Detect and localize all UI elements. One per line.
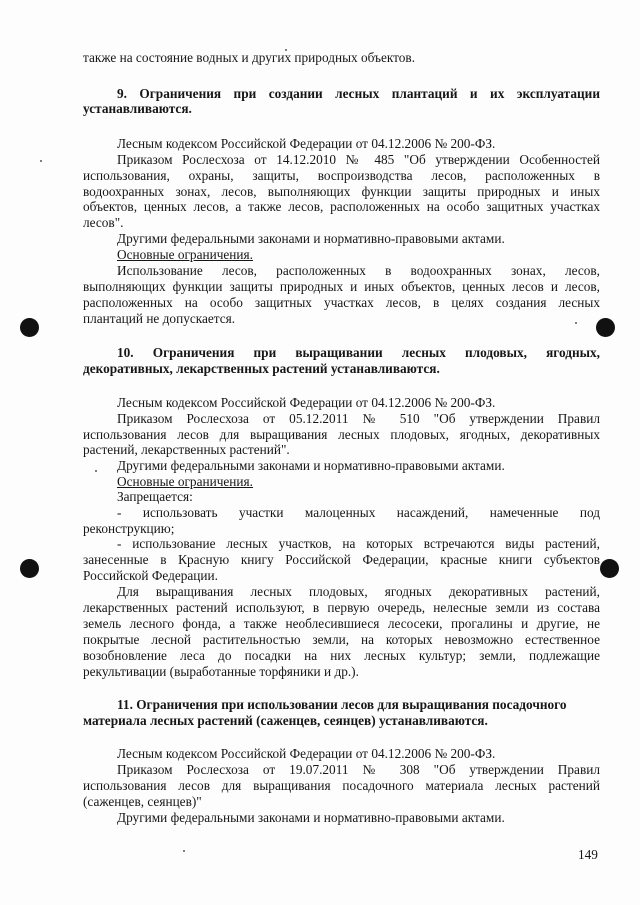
page-number: 149	[578, 847, 598, 862]
punch-hole	[20, 318, 39, 337]
text-line: Российской Федерации.	[83, 568, 218, 583]
text-line: рекультивации (выработанные торфяники и др.).	[83, 664, 359, 679]
text-line: - использование лесных участков, на которых встречаются виды растений,	[117, 536, 600, 551]
section-heading: 9. Ограничения при создании лесных плантаций и их эксплуатации	[117, 86, 600, 101]
section-heading: 11. Ограничения при использовании лесов для выращивания посадочного	[117, 697, 567, 712]
text-line: использования, охраны, защиты, воспроизводства лесов, расположенных в	[83, 168, 600, 183]
scan-speck	[95, 470, 97, 472]
section-heading: материала лесных растений (саженцев, сеянцев) устанавливаются.	[83, 713, 488, 728]
text-line: использования лесов для выращивания лесных плодовых, ягодных, декоративных	[83, 427, 600, 442]
text-line: Приказом Рослесхоза от 14.12.2010 № 485 "Об утверждении Особенностей	[117, 152, 600, 167]
text-line: объектов, ценных лесов, а также лесов, расположенных на особо защитных участках	[83, 199, 600, 214]
punch-hole	[20, 559, 39, 578]
text-line: лесов".	[83, 215, 124, 230]
punch-hole	[596, 318, 615, 337]
text-line: выполняющих функции защиты природных и иных объектов, ценных лесов и лесов,	[83, 279, 600, 294]
scan-speck	[183, 850, 185, 852]
text-line: Приказом Рослесхоза от 05.12.2011 № 510 "Об утверждении Правил	[117, 411, 600, 426]
text-line: расположенных на особо защитных участках лесов, в целях создания лесных	[83, 295, 600, 310]
text-line: Лесным кодексом Российской Федерации от 04.12.2006 № 200-ФЗ.	[117, 395, 496, 410]
text-line: реконструкцию;	[83, 521, 175, 536]
text-line: - использовать участки малоценных насаждений, намеченные под	[117, 505, 600, 520]
text-line: занесенные в Красную книгу Российской Федерации, красные книги субъектов	[83, 552, 600, 567]
section-heading: устанавливаются.	[83, 101, 192, 116]
scan-speck	[40, 160, 42, 162]
section-heading: декоративных, лекарственных растений устанавливаются.	[83, 361, 440, 376]
text-line: Другими федеральными законами и нормативно-правовыми актами.	[117, 231, 505, 246]
text-line: Приказом Рослесхоза от 19.07.2011 № 308 "Об утверждении Правил	[117, 762, 600, 777]
text-line: Лесным кодексом Российской Федерации от 04.12.2006 № 200-ФЗ.	[117, 746, 496, 761]
text-line: лекарственных растений используют, в первую очередь, нелесные земли из состава	[83, 600, 600, 615]
subheading: Основные ограничения.	[117, 247, 253, 262]
punch-hole	[600, 559, 619, 578]
subheading: Основные ограничения.	[117, 474, 253, 489]
text-line: Другими федеральными законами и нормативно-правовыми актами.	[117, 810, 505, 825]
text-line: Использование лесов, расположенных в водоохранных зонах, лесов,	[117, 263, 600, 278]
text-line: Для выращивания лесных плодовых, ягодных декоративных растений,	[117, 584, 600, 599]
text-line: Запрещается:	[117, 489, 193, 504]
text-line: Другими федеральными законами и нормативно-правовыми актами.	[117, 458, 505, 473]
text-line: Лесным кодексом Российской Федерации от 04.12.2006 № 200-ФЗ.	[117, 136, 496, 151]
text-line: покрытые лесной растительностью земли, на которых невозможно естественное	[83, 632, 600, 647]
scan-speck	[575, 322, 577, 324]
text-line: земель лесного фонда, а также необлесившиеся лесосеки, прогалины и другие, не	[83, 616, 600, 631]
text-line: (саженцев, сеянцев)"	[83, 794, 202, 809]
text-line: растений, лекарственных растений".	[83, 442, 290, 457]
text-line: плантаций не допускается.	[83, 311, 236, 326]
text-line: водоохранных зонах, лесов, выполняющих функции защиты природных и иных	[83, 184, 600, 199]
text-line: также на состояние водных и других природных объектов.	[83, 50, 416, 65]
section-heading: 10. Ограничения при выращивании лесных плодовых, ягодных,	[117, 345, 600, 360]
text-line: использования лесов для выращивания посадочного материала лесных растений	[83, 778, 600, 793]
text-line: возобновление леса до посадки на них лесных культур; земли, подлежащие	[83, 648, 600, 663]
